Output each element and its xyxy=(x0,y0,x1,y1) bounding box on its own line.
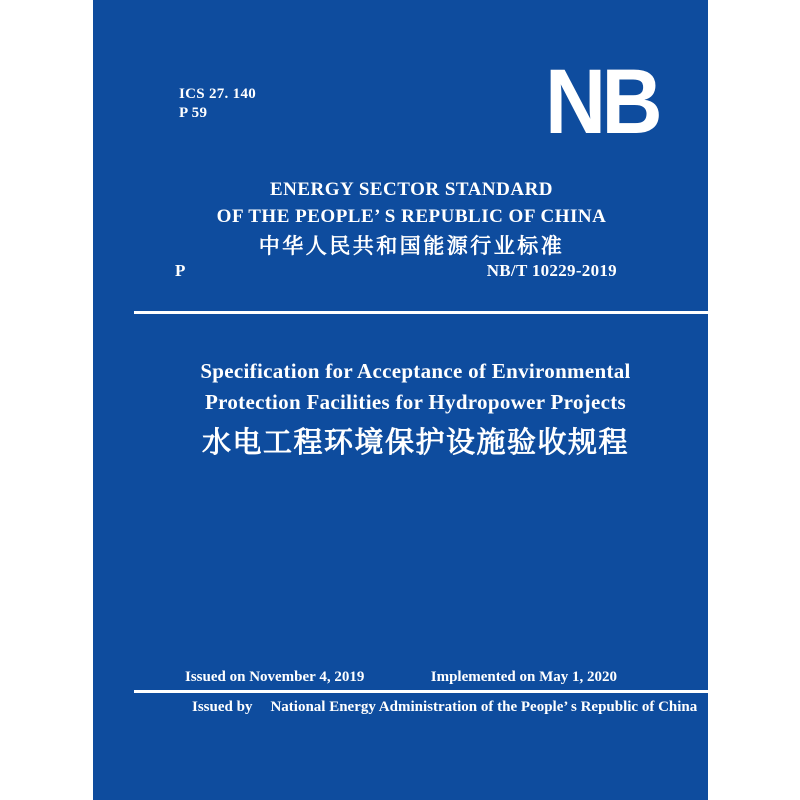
ics-code: ICS 27. 140 xyxy=(179,86,257,102)
title-en-line2: Protection Facilities for Hydropower Projects xyxy=(205,390,626,414)
issuer-row xyxy=(192,699,698,716)
implemented-on-date: Implemented on May 1, 2020 xyxy=(430,669,617,685)
standard-cover-page xyxy=(93,0,708,800)
issued-by-value: National Energy Administration of the People’ s Republic of China xyxy=(270,699,698,715)
nb-logo: NB xyxy=(545,51,659,153)
title-block xyxy=(129,356,702,460)
dates-row xyxy=(185,669,617,686)
standard-name-en-line1: ENERGY SECTOR STANDARD xyxy=(269,179,554,200)
issued-on-date: Issued on November 4, 2019 xyxy=(185,669,365,685)
title-cn: 水电工程环境保护设施验收规程 xyxy=(201,427,629,459)
doc-class-letter: P xyxy=(175,261,186,280)
ics-class: P 59 xyxy=(179,105,208,121)
divider-bottom-rule xyxy=(134,690,708,693)
ics-classification-block xyxy=(179,85,256,123)
divider-top-rule xyxy=(134,311,708,314)
standard-number: NB/T 10229-2019 xyxy=(486,261,617,280)
standard-header-block xyxy=(123,176,700,260)
standard-name-en-line2: OF THE PEOPLE’ S REPUBLIC OF CHINA xyxy=(216,206,607,227)
title-en-line1: Specification for Acceptance of Environmental xyxy=(200,359,631,383)
issued-by-label: Issued by xyxy=(192,699,253,715)
standard-name-cn: 中华人民共和国能源行业标准 xyxy=(258,235,565,258)
